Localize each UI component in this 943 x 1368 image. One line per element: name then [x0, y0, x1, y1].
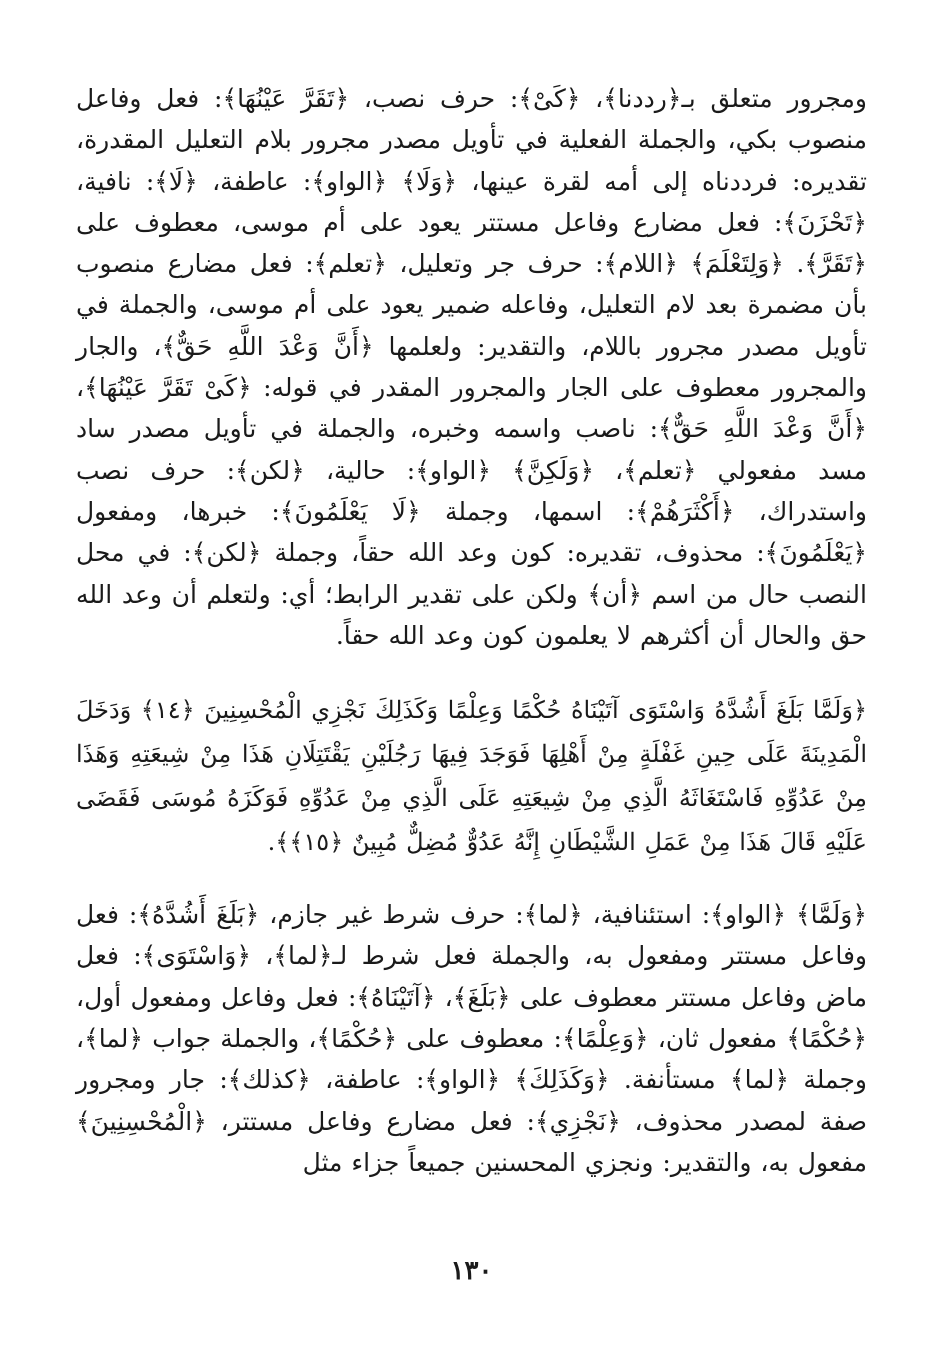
paragraph-1-text: ومجرور متعلق بـ﴿رددنا﴾، ﴿كَىْ﴾: حرف نصب، ﴿تَقَرَّ عَيْنُهَا﴾: فعل وفاعل منصوب بكي، والجملة الفعلية في تأويل مصدر مجرور بلام التعليل المقدرة، تقديره: فرددناه إلى أمه لقرة عينها، ﴿وَلَا﴾ ﴿الواو﴾: عاطفة، ﴿لَا﴾: نافية، ﴿تَحْزَنَ﴾: فعل مضارع وفاعل مستتر يعود على أم موسى، معطوف على ﴿تَقَرَّ﴾. ﴿وَلِتَعْلَمَ﴾ ﴿اللام﴾: حرف جر وتعليل، ﴿تعلم﴾: فعل مضارع منصوب بأن مضمرة بعد لام التعليل، وفاعله ضمير يعود على أم موسى، والجملة في تأويل مصدر مجرور باللام، والتقدير: ولعلمها ﴿أَنَّ وَعْدَ اللَّهِ حَقٌّ﴾، والجار والمجرور معطوف على الجار والمجرور المقدر في قوله: ﴿كَىْ تَقَرَّ عَيْنُهَا﴾، ﴿أَنَّ وَعْدَ اللَّهِ حَقٌّ﴾: ناصب واسمه وخبره، والجملة في تأويل مصدر ساد مسد مفعولي ﴿تعلم﴾، ﴿وَلَكِنَّ﴾ ﴿الواو﴾: حالية، ﴿لكن﴾: حرف نصب واستدراك، ﴿أَكْثَرَهُمْ﴾: اسمها، وجملة ﴿لَا يَعْلَمُونَ﴾: خبرها، ومفعول ﴿يَعْلَمُونَ﴾: محذوف، تقديره: كون وعد الله حقاً، وجملة ﴿لكن﴾: في محل النصب حال من اسم ﴿أن﴾ ولكن على تقدير الرابط؛ أي: ولتعلم أن وعد الله حق والحال أن أكثرهم لا يعلمون كون وعد الله حقاً.: [76, 84, 867, 650]
commentary-paragraph-1: [76, 78, 867, 656]
page-number: ١٣٠: [450, 1256, 493, 1286]
paragraph-2-text: ﴿وَلَمَّا﴾ ﴿الواو﴾: استئنافية، ﴿لما﴾: حرف شرط غير جازم، ﴿بَلَغَ أَشُدَّهُ﴾: فعل وفاعل مستتر ومفعول به، والجملة فعل شرط لـ﴿لما﴾، ﴿وَاسْتَوَى﴾: فعل ماض وفاعل مستتر معطوف على ﴿بَلَغَ﴾، ﴿آتَيْنَاهُ﴾: فعل وفاعل ومفعول أول، ﴿حُكْمًا﴾ مفعول ثان، ﴿وَعِلْمًا﴾: معطوف على ﴿حُكْمًا﴾، والجملة جواب ﴿لما﴾، وجملة ﴿لما﴾ مستأنفة. ﴿وَكَذَلِكَ﴾ ﴿الواو﴾: عاطفة، ﴿كذلك﴾: جار ومجرور صفة لمصدر محذوف، ﴿نَجْزِي﴾: فعل مضارع وفاعل مستتر، ﴿الْمُحْسِنِينَ﴾ مفعول به، والتقدير: ونجزي المحسنين جميعاً جزاء مثل: [76, 900, 867, 1177]
quran-verse-text: ﴿وَلَمَّا بَلَغَ أَشُدَّهُ وَاسْتَوَى آتَيْنَاهُ حُكْمًا وَعِلْمًا وَكَذَلِكَ نَجْزِي الْمُحْسِنِينَ ﴿١٤﴾ وَدَخَلَ الْمَدِينَةَ عَلَى حِينِ غَفْلَةٍ مِنْ أَهْلِهَا فَوَجَدَ فِيهَا رَجُلَيْنِ يَقْتَتِلَانِ هَذَا مِنْ شِيعَتِهِ وَهَذَا مِنْ عَدُوِّهِ فَاسْتَغَاثَهُ الَّذِي مِنْ شِيعَتِهِ عَلَى الَّذِي مِنْ عَدُوِّهِ فَوَكَزَهُ مُوسَى فَقَضَى عَلَيْهِ قَالَ هَذَا مِنْ عَمَلِ الشَّيْطَانِ إِنَّهُ عَدُوٌّ مُضِلٌّ مُبِينٌ ﴿١٥﴾﴾.: [76, 696, 868, 857]
commentary-paragraph-2: [76, 894, 867, 1183]
quran-verse-block: [76, 688, 867, 864]
